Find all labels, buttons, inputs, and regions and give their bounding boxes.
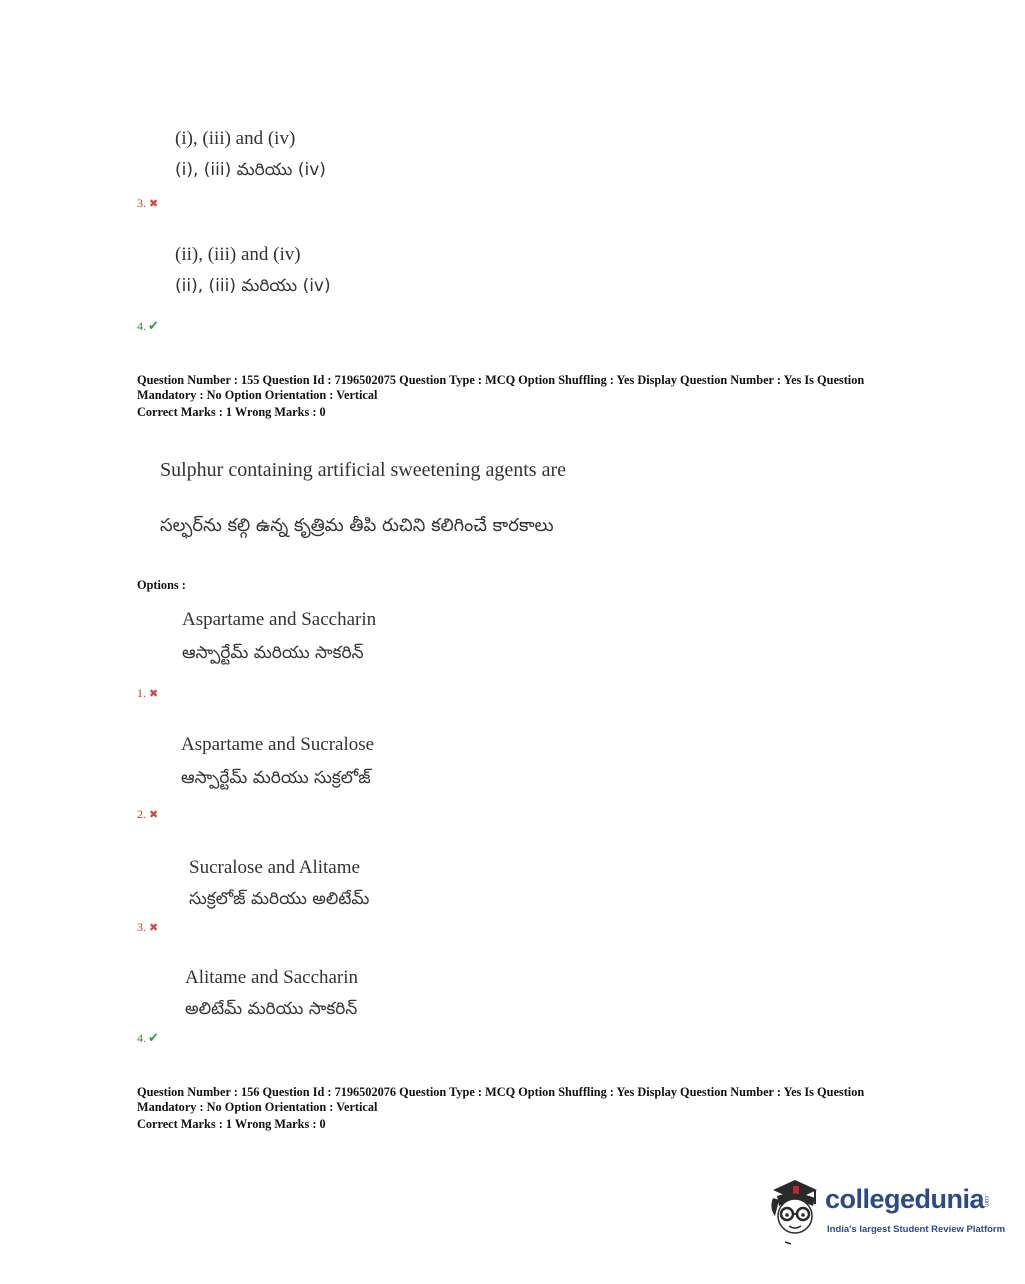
option-4-english: Alitame and Saccharin	[185, 967, 359, 988]
prev-option-4-marker	[137, 318, 159, 334]
prev-option-3-marker	[137, 196, 158, 211]
option-number: 1.	[137, 686, 146, 700]
option-1-telugu: ఆస్పార్టేమ్ మరియు సాకరిన్	[182, 643, 364, 663]
option-number: 4.	[137, 1031, 146, 1045]
option-number: 3.	[137, 196, 146, 210]
prev-option-4-telugu: (ii), (iii) మరియు (iv)	[175, 276, 331, 296]
question-marks-line: Correct Marks : 1 Wrong Marks : 0	[137, 1117, 326, 1131]
option-3-english: Sucralose and Alitame	[189, 857, 360, 878]
question-marks-line: Correct Marks : 1 Wrong Marks : 0	[137, 405, 326, 419]
cross-mark-icon: ✖	[149, 198, 159, 210]
prev-option-3-telugu: (i), (iii) మరియు (iv)	[175, 160, 326, 180]
cross-mark-icon: ✖	[149, 809, 159, 821]
question-156-meta	[137, 1085, 897, 1132]
option-4-marker	[137, 1030, 159, 1046]
logo-brand-name: collegedunia	[825, 1184, 985, 1214]
option-number: 2.	[137, 807, 146, 821]
question-155-text-telugu: సల్ఫర్‌ను కల్గి ఉన్న కృత్రిమ తీపి రుచిని కలిగించే కారకాలు	[160, 515, 554, 536]
question-155-text-english: Sulphur containing artificial sweetening agents are	[160, 459, 566, 481]
option-3-marker	[137, 920, 158, 935]
option-2-marker	[137, 807, 158, 822]
question-meta-line: Question Number : 155 Question Id : 7196502075 Question Type : MCQ Option Shuffling : Yes Display Question Number : Yes Is Question Mandatory : No Option Orientation : Vertical	[137, 373, 865, 402]
option-2-english: Aspartame and Sucralose	[181, 734, 375, 755]
logo-tagline: India's largest Student Review Platform	[827, 1224, 1006, 1235]
option-1-marker	[137, 686, 158, 701]
prev-option-3-english: (i), (iii) and (iv)	[175, 128, 296, 149]
cross-mark-icon: ✖	[149, 922, 159, 934]
mascot-icon	[765, 1176, 825, 1246]
option-3-telugu: సుక్రలోజ్ మరియు అలిటేమ్	[189, 889, 370, 909]
question-meta-line: Question Number : 156 Question Id : 7196502076 Question Type : MCQ Option Shuffling : Yes Display Question Number : Yes Is Question Mandatory : No Option Orientation : Vertical	[137, 1085, 865, 1114]
option-1-english: Aspartame and Saccharin	[182, 609, 377, 630]
option-2-telugu: ఆస్పార్టేమ్ మరియు సుక్రలోజ్	[181, 768, 371, 788]
collegedunia-logo	[765, 1176, 1006, 1246]
cross-mark-icon: ✖	[149, 688, 159, 700]
prev-option-4-english: (ii), (iii) and (iv)	[175, 244, 301, 265]
options-label: Options :	[137, 578, 186, 592]
logo-domain: .com	[983, 1194, 989, 1208]
option-number: 4.	[137, 319, 146, 333]
option-4-telugu: అలిటేమ్ మరియు సాకరిన్	[185, 999, 358, 1019]
check-mark-icon: ✔	[148, 318, 159, 333]
option-number: 3.	[137, 920, 146, 934]
question-155-meta	[137, 373, 897, 420]
check-mark-icon: ✔	[148, 1030, 159, 1045]
